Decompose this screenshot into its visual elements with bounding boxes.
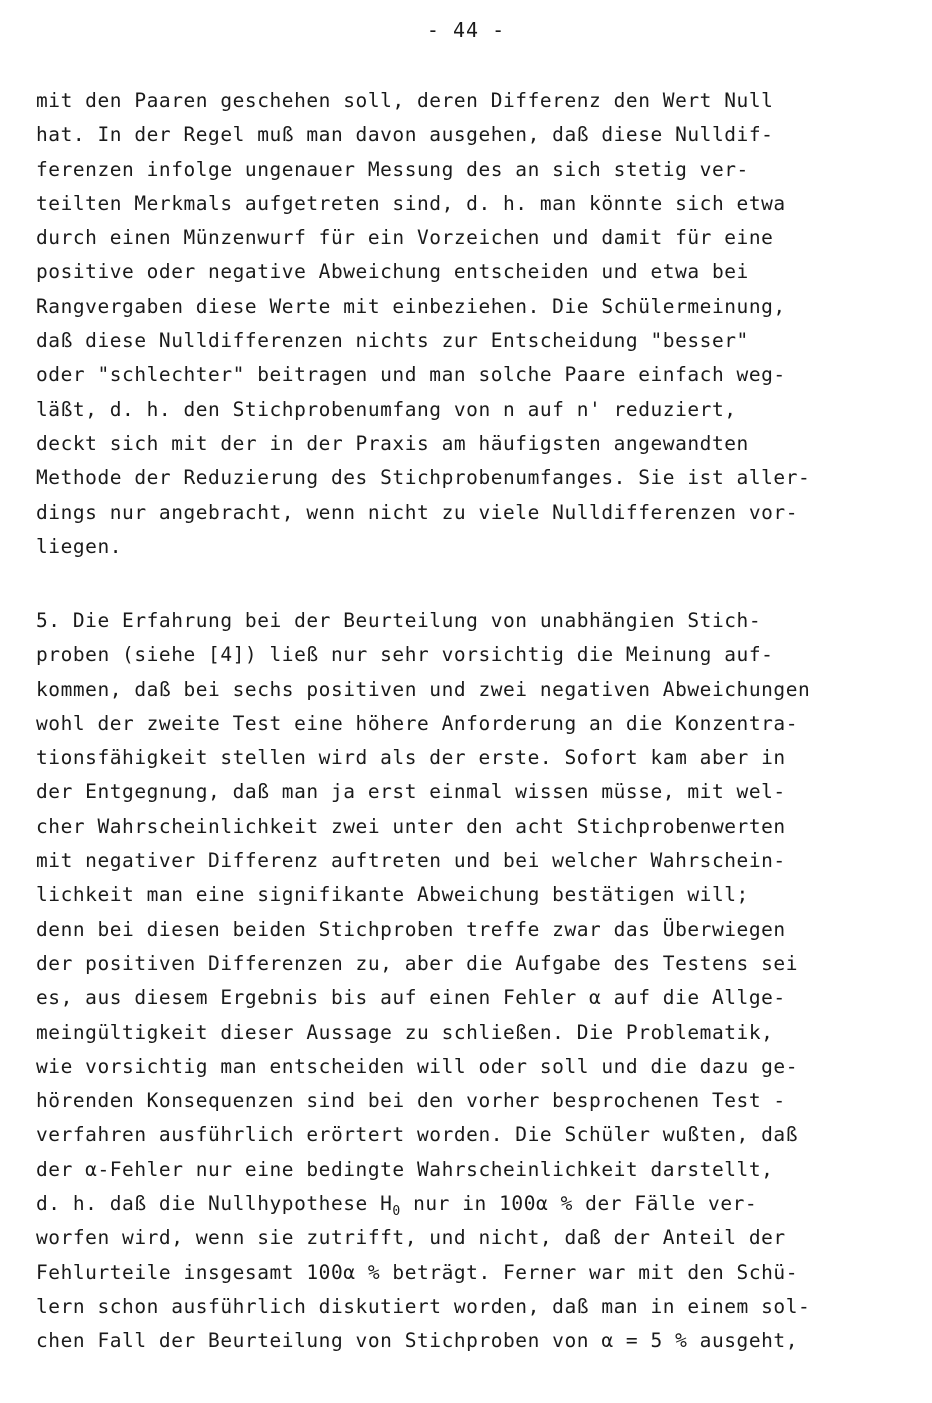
text-line-h0 [36, 1187, 916, 1221]
text-line: der Entgegnung, daß man ja erst einmal wissen müsse, mit wel- [36, 780, 786, 804]
text-line: cher Wahrscheinlichkeit zwei unter den acht Stichprobenwerten [36, 814, 786, 838]
text-line: denn bei diesen beiden Stichproben treffe zwar das Überwiegen [36, 917, 786, 941]
paragraph-null-differences [36, 84, 916, 564]
text-line: Methode der Reduzierung des Stichprobenumfanges. Sie ist aller- [36, 466, 811, 490]
text-line: wie vorsichtig man entscheiden will oder soll und die dazu ge- [36, 1054, 798, 1078]
text-line: Fehlurteile insgesamt 100α % beträgt. Ferner war mit den Schü- [36, 1260, 798, 1284]
text-line: lichkeit man eine signifikante Abweichung bestätigen will; [36, 883, 749, 907]
text-line: kommen, daß bei sechs positiven und zwei negativen Abweichungen [36, 677, 811, 701]
text-line: dings nur angebracht, wenn nicht zu viele Nulldifferenzen vor- [36, 500, 798, 524]
text-line: 5. Die Erfahrung bei der Beurteilung von unabhängien Stich- [36, 609, 762, 632]
text-line: tionsfähigkeit stellen wird als der erste. Sofort kam aber in [36, 746, 786, 770]
text-line: mit den Paaren geschehen soll, deren Differenz den Wert Null [36, 89, 774, 112]
page-number: - 44 - [426, 18, 506, 42]
text-line: mit negativer Differenz auftreten und bei welcher Wahrschein- [36, 849, 786, 873]
text-line: liegen. [36, 534, 123, 558]
text-line: verfahren ausführlich erörtert worden. Die Schüler wußten, daß [36, 1123, 798, 1147]
text-line: der positiven Differenzen zu, aber die Aufgabe des Testens sei [36, 951, 798, 975]
text-line: proben (siehe [4]) ließ nur sehr vorsichtig die Meinung auf- [36, 643, 774, 667]
text-line: es, aus diesem Ergebnis bis auf einen Fehler α auf die Allge- [36, 986, 786, 1010]
text-line: wohl der zweite Test eine höhere Anforderung an die Konzentra- [36, 711, 798, 735]
text-line: teilten Merkmals aufgetreten sind, d. h. man könnte sich etwa [36, 191, 786, 215]
text-line: positive oder negative Abweichung entscheiden und etwa bei [36, 260, 749, 284]
text-line: Rangvergaben diese Werte mit einbeziehen. Die Schülermeinung, [36, 294, 786, 318]
text-line: hat. In der Regel muß man davon ausgehen, daß diese Nulldif- [36, 123, 774, 147]
text-line: der α-Fehler nur eine bedingte Wahrscheinlichkeit darstellt, [36, 1157, 774, 1181]
text-line: meingültigkeit dieser Aussage zu schließen. Die Problematik, [36, 1020, 774, 1044]
text-line: ferenzen infolge ungenauer Messung des an sich stetig ver- [36, 157, 749, 181]
text-line: deckt sich mit der in der Praxis am häufigsten angewandten [36, 431, 749, 455]
text-line: worfen wird, wenn sie zutrifft, und nicht, daß der Anteil der [36, 1226, 786, 1250]
paragraph-point-5 [36, 604, 916, 1359]
text-line: chen Fall der Beurteilung von Stichproben von α = 5 % ausgeht, [36, 1329, 798, 1353]
text-line: durch einen Münzenwurf für ein Vorzeichen und damit für eine [36, 226, 774, 250]
h0-subscript: 0 [392, 1203, 401, 1219]
text-line: oder "schlechter" beitragen und man solche Paare einfach weg- [36, 363, 786, 387]
h0-line-end: nur in 100α % der Fälle ver- [400, 1192, 758, 1216]
text-line: lern schon ausführlich diskutiert worden, daß man in einem sol- [36, 1294, 811, 1318]
text-line: hörenden Konsequenzen sind bei den vorher besprochenen Test - [36, 1089, 786, 1113]
text-line: läßt, d. h. den Stichprobenumfang von n auf n' reduziert, [36, 397, 737, 421]
text-line: daß diese Nulldifferenzen nichts zur Entscheidung "besser" [36, 329, 749, 353]
h0-line-start: d. h. daß die Nullhypothese H [36, 1192, 393, 1216]
